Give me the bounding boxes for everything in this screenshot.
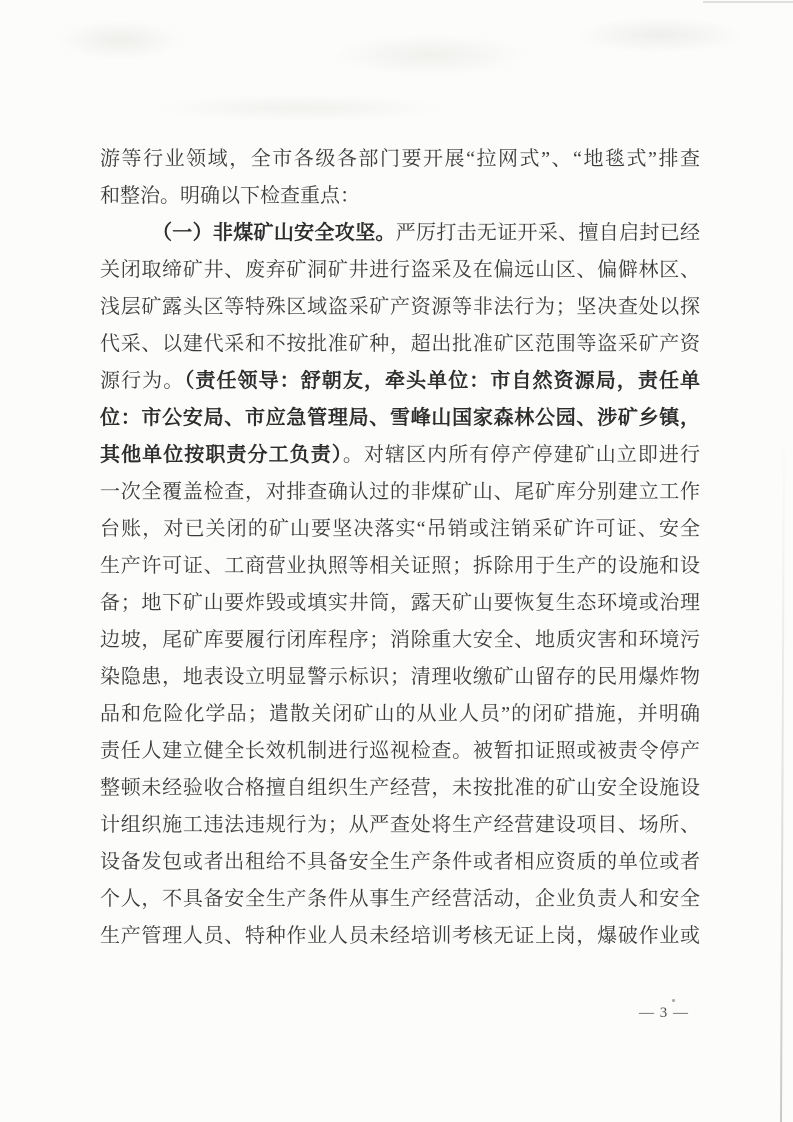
text-line [100,289,700,326]
text-line [100,733,700,770]
text-line [100,548,700,585]
text-segment: 生产管理人员、特种作业人员未经培训考核无证上岗，爆破作业或 [100,925,700,947]
text-line [100,696,700,733]
text-segment: 设备发包或者出租给不具备安全生产条件或者相应资质的单位或者 [100,851,700,873]
text-line [100,178,700,215]
page-number: — 3 — [639,1005,689,1021]
text-line [100,807,700,844]
text-segment: 个人，不具备安全生产条件从事生产经营活动，企业负责人和安全 [100,888,700,910]
text-line [100,326,700,363]
text-segment: 和整治。明确以下检查重点： [100,185,360,207]
text-segment: 一次全覆盖检查，对排查确认过的非煤矿山、尾矿库分别建立工作 [100,481,700,503]
text-segment: 源行为。 [100,370,185,392]
text-line [100,400,700,437]
responsibility-clause: 其他单位按职责分工负责） [100,444,343,466]
text-line [100,770,700,807]
document-body [100,141,700,955]
text-segment: 边坡，尾矿库要履行闭库程序；消除重大安全、地质灾害和环境污 [100,629,700,651]
text-segment: 。对辖区内所有停产停建矿山立即进行 [342,444,701,466]
text-segment: 生产许可证、工商营业执照等相关证照；拆除用于生产的设施和设 [100,555,700,577]
text-line [100,585,700,622]
text-segment: 游等行业领域，全市各级各部门要开展“拉网式”、“地毯式”排查 [100,148,700,170]
text-line [100,881,700,918]
text-line [100,659,700,696]
responsibility-clause: 位：市公安局、市应急管理局、雪峰山国家森林公园、涉矿乡镇， [100,407,700,429]
responsibility-clause: （责任领导：舒朝友，牵头单位：市自然资源局，责任单 [184,370,701,392]
text-line [100,511,700,548]
text-line [100,918,700,955]
text-segment: 台账，对已关闭的矿山要坚决落实“吊销或注销采矿许可证、安全 [100,518,700,540]
text-line [100,844,700,881]
paper-edge-line-right [780,430,785,1122]
text-line [100,437,700,474]
text-segment: 计组织施工违法违规行为；从严查处将生产经营建设项目、场所、 [100,814,700,836]
text-line [100,141,700,178]
text-line [100,474,700,511]
text-segment: 浅层矿露头区等特殊区域盗采矿产资源等非法行为；坚决查处以探 [100,296,700,318]
text-line [100,622,700,659]
text-line [100,363,700,400]
text-segment: 严厉打击无证开采、擅自启封已经 [395,222,701,244]
text-segment: 代采、以建代采和不按批准矿种，超出批准矿区范围等盗采矿产资 [100,333,700,355]
text-segment: 责任人建立健全长效机制进行巡视检查。被暂扣证照或被责令停产 [100,740,700,762]
text-segment: 整顿未经验收合格擅自组织生产经营，未按批准的矿山安全设施设 [100,777,700,799]
text-segment: 品和危险化学品；遣散关闭矿山的从业人员”的闭矿措施，并明确 [100,703,700,725]
scan-noise [0,0,793,130]
paper-edge-line-top [703,1,793,3]
section-heading: （一）非煤矿山安全攻坚。 [152,222,396,244]
text-line-section-heading [100,215,700,252]
text-segment: 备；地下矿山要炸毁或填实井筒，露天矿山要恢复生态环境或治理 [100,592,700,614]
text-line [100,252,700,289]
text-segment: 关闭取缔矿井、废弃矿洞矿井进行盗采及在偏远山区、偏僻林区、 [100,259,700,281]
text-segment: 染隐患，地表设立明显警示标识；清理收缴矿山留存的民用爆炸物 [100,666,700,688]
